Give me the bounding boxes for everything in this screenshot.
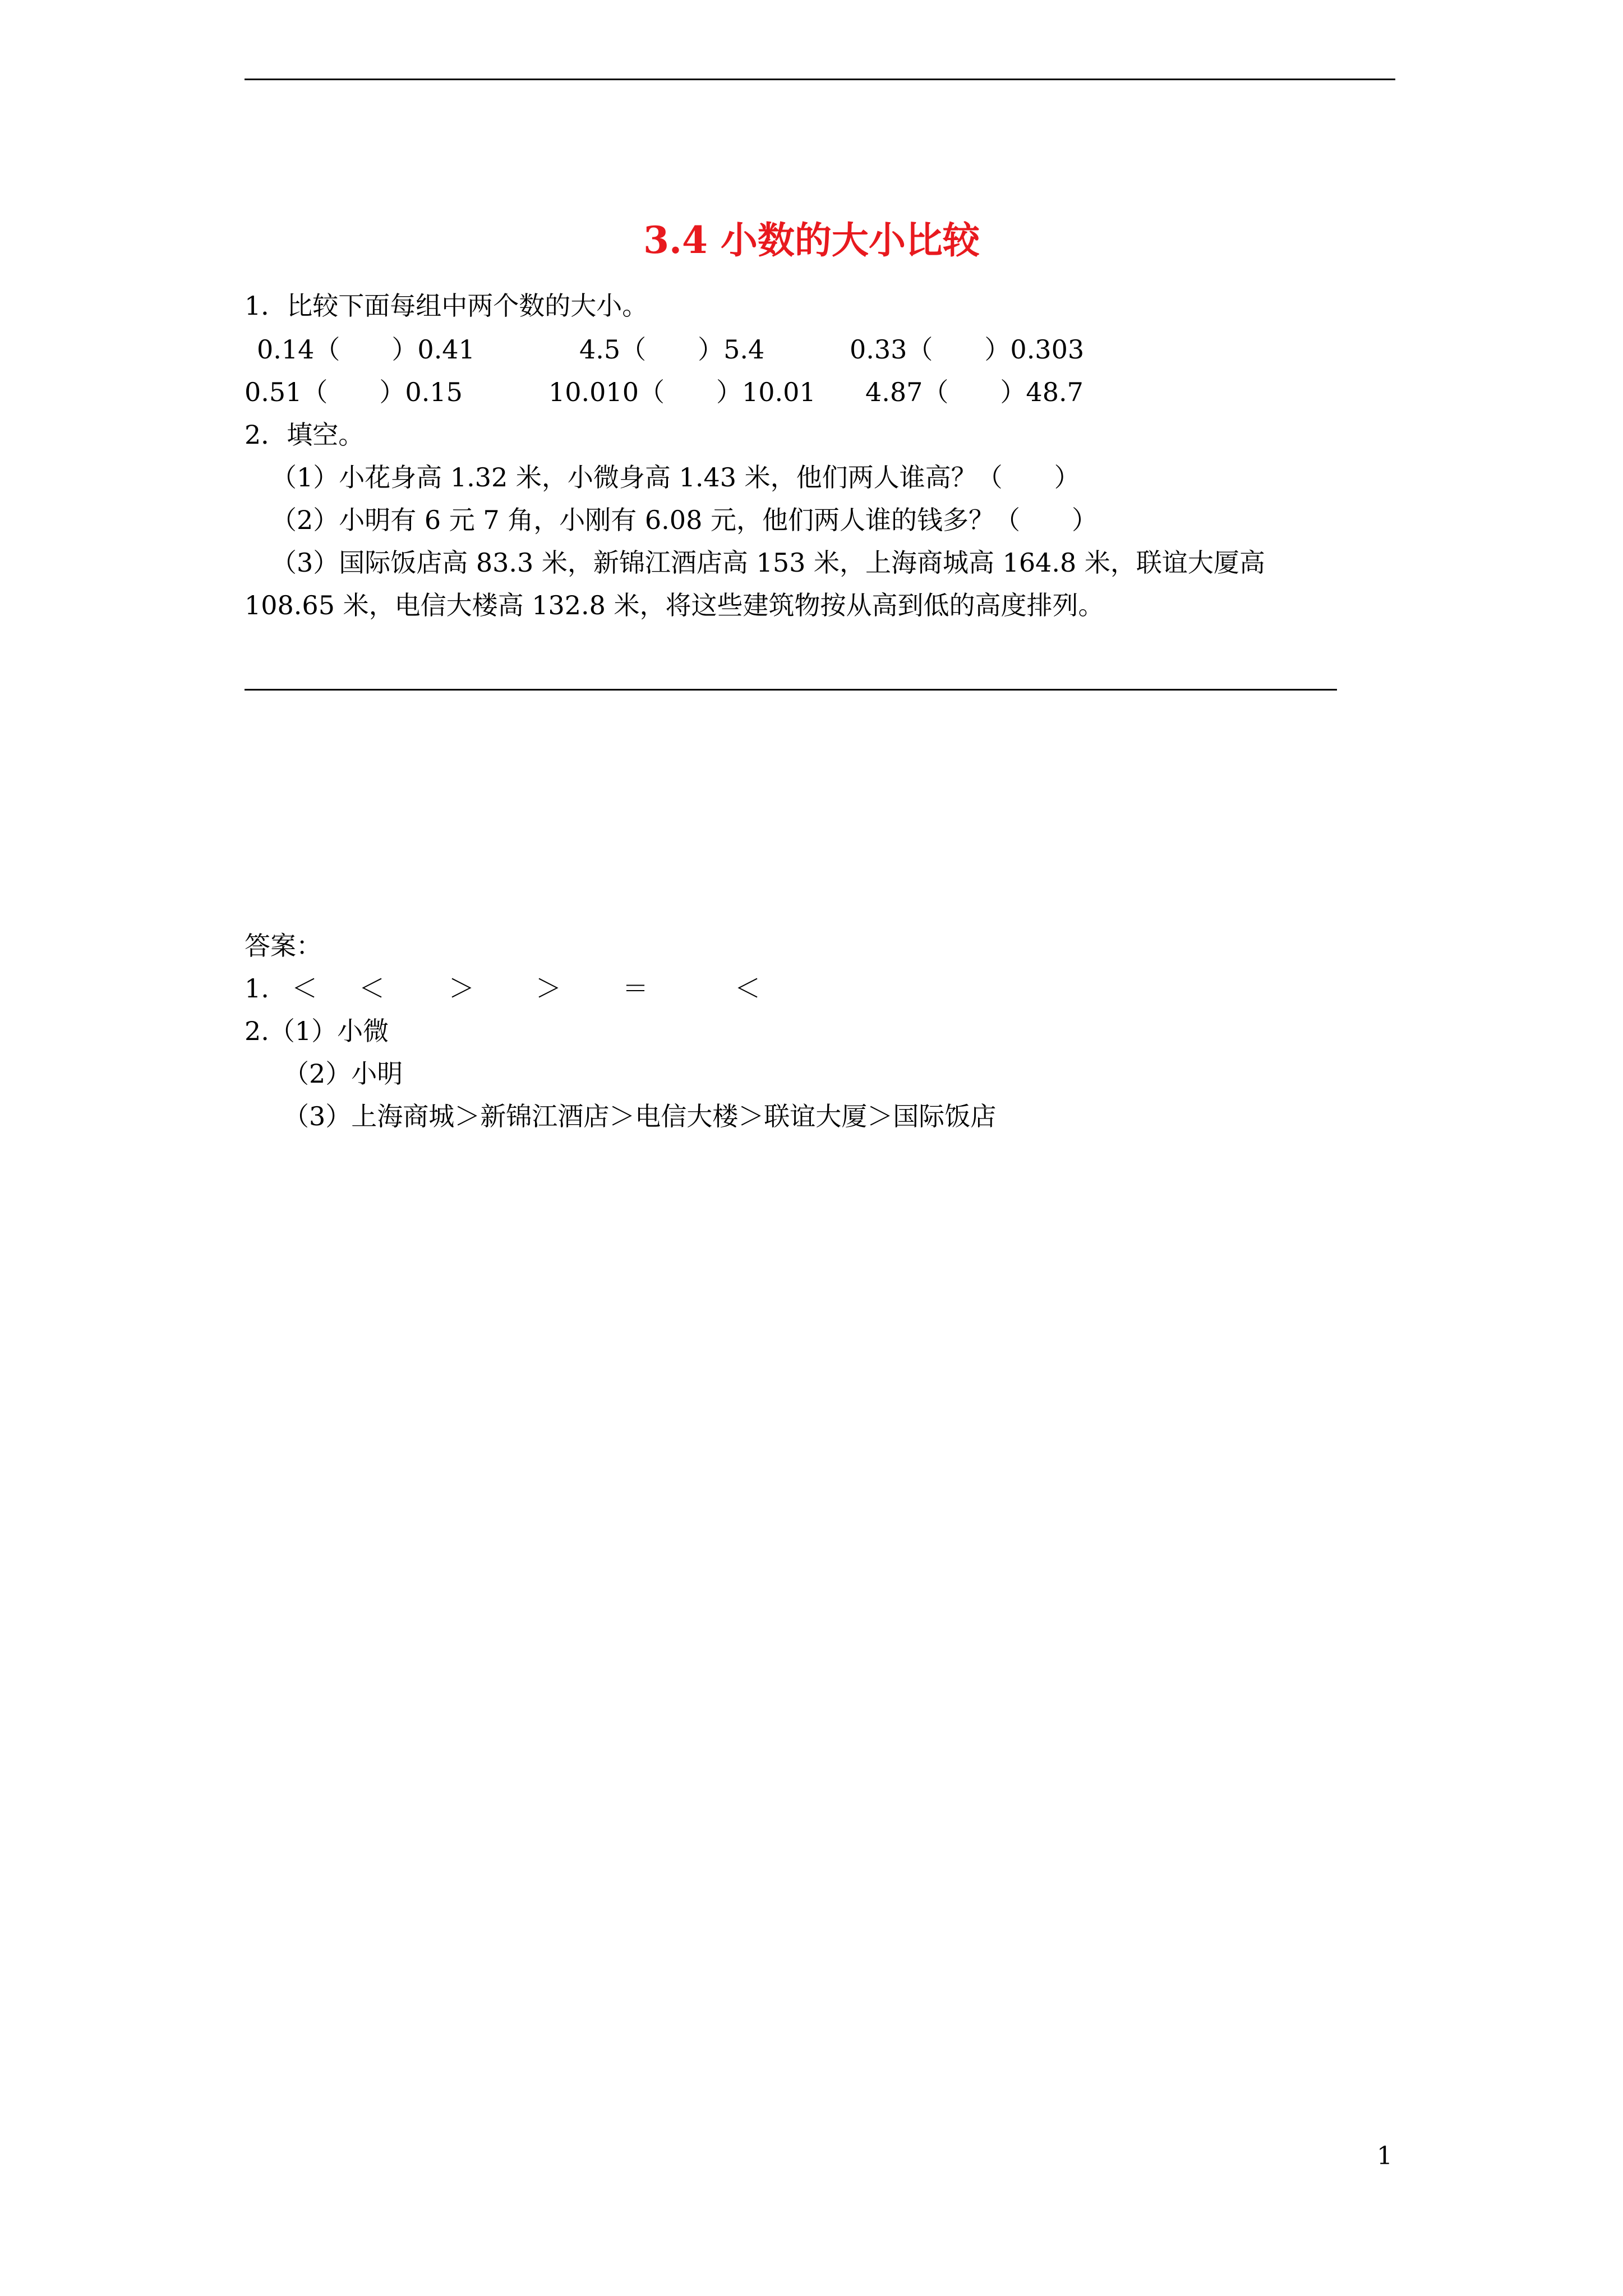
answer-1-label: 1.: [245, 973, 269, 1004]
q1-comparison: 0.33（ ）0.303: [850, 334, 1085, 365]
q1-comparison: 0.51（ ）0.15: [245, 377, 463, 407]
worksheet-title: 3.4 小数的大小比较: [643, 218, 980, 262]
q2-item-1: （1）小花身高 1.32 米，小微身高 1.43 米，他们两人谁高？（ ）: [271, 462, 1080, 493]
answer-2-line-3: （3）上海商城＞新锦江酒店＞电信大楼＞联谊大厦＞国际饭店: [283, 1101, 997, 1131]
q1-comparison: 10.010（ ）10.01: [548, 377, 816, 407]
q1-prompt: 1．比较下面每组中两个数的大小。: [245, 291, 648, 321]
q1-comparison: 0.14（ ）0.41: [257, 334, 475, 365]
q1-comparison: 4.5（ ）5.4: [579, 334, 765, 365]
answer-1-symbol: ＝: [623, 973, 648, 1004]
page-number: 1: [1377, 2142, 1393, 2170]
answer-2-line-1: 2.（1）小微: [245, 1016, 389, 1046]
answer-1-symbol: ＜: [359, 973, 385, 1004]
q2-item-3-continued: 108.65 米，电信大楼高 132.8 米，将这些建筑物按从高到低的高度排列。: [245, 590, 1104, 620]
answer-2-line-2: （2）小明: [283, 1059, 403, 1089]
answer-blank-line: [245, 689, 1337, 691]
q2-item-2: （2）小明有 6 元 7 角，小刚有 6.08 元，他们两人谁的钱多？（ ）: [271, 505, 1098, 535]
q1-comparison: 4.87（ ）48.7: [865, 377, 1083, 407]
answer-1-symbol: ＜: [292, 973, 317, 1004]
answer-1-symbol: ＞: [536, 973, 561, 1004]
answer-1-symbol: ＞: [449, 973, 474, 1004]
q2-item-3: （3）国际饭店高 83.3 米，新锦江酒店高 153 米，上海商城高 164.8 米，联谊大厦高: [271, 547, 1265, 578]
answer-1-symbol: ＜: [735, 973, 760, 1004]
q2-prompt: 2．填空。: [245, 420, 365, 450]
header-rule: [245, 79, 1395, 80]
answers-heading: 答案：: [245, 931, 322, 961]
